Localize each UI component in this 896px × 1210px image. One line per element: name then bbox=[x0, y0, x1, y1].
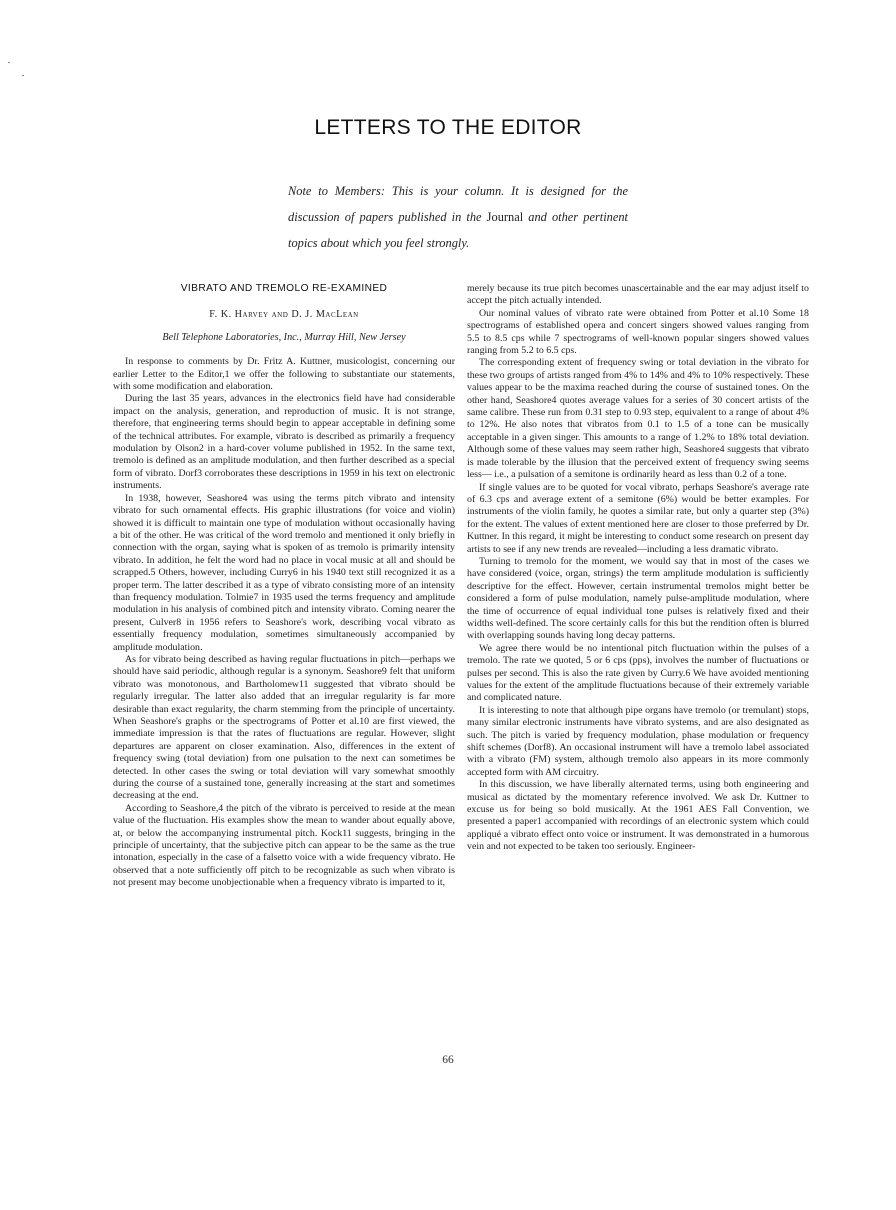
left-column bbox=[113, 280, 455, 890]
body-paragraph: According to Seashore,4 the pitch of the vibrato is perceived to reside at the mean value of the fluctuation. His examples show the mean to wander about equally above, at, or below the accompanying instrumental pitch. Kock11 suggests, bringing in the principle of uncertainty, that the subjective pitch can appear to be the same as the true intonation, especially in the case of a falsetto voice with a wide frequency vibrato. He observed that a note sufficiently off pitch to be recognizable as such when vibrato is not present may become unobjectionable when a frequency vibrato is imparted to it, bbox=[113, 802, 455, 889]
body-paragraph: During the last 35 years, advances in the electronics field have had considerable impact on the analysis, generation, and reproduction of music. It is not strange, therefore, that engineering terms should begin to appear acceptable in defining some of the technical attributes. For example, vibrato is described as primarily a frequency modulation by Olson2 in a hard-cover volume published in 1952. In the same text, tremolo is defined as an amplitude modulation, and then further described as a special form of vibrato. Dorf3 corroborates these descriptions in 1959 in his text on electronic instruments. bbox=[113, 393, 455, 492]
body-paragraph: As for vibrato being described as having regular fluctuations in pitch—perhaps we should have said periodic, although regular is a synonym. Seashore9 felt that uniform vibrato was monotonous, and Bartholomew11 suggested that vibrato should be regularly irregular. The latter also added that an irregular regularity is far more desirable than exact regularity, the charm stemming from the principle of uncertainty. When Seashore's graphs or the spectrograms of Potter et al.10 are first viewed, the immediate impression is that the rates of fluctuations are regular. However, slight departures are apparent on closer examination. Also, differences in the extent of frequency swing (total deviation) from one pulsation to the next can sometimes be detected. In other cases the swing or total deviation will vary somewhat smoothly during the course of a sustained tone, generally increasing at the start and sometimes decreasing at the end. bbox=[113, 653, 455, 802]
body-paragraph: It is interesting to note that although pipe organs have tremolo (or tremulant) stops, many similar electronic instruments have vibrato systems, and are also designated as such. The pitch is varied by frequency modulation, phase modulation or frequency shift schemes (Dorf8). An occasional instrument will have a tremolo label associated with a vibrato (FM) system, although tremolo also appears in its more commonly accepted form with AM circuitry. bbox=[467, 704, 809, 778]
editor-note-text-after: and other pertinent topics about which you feel strongly. bbox=[288, 210, 628, 250]
article-affiliation: Bell Telephone Laboratories, Inc., Murray Hill, New Jersey bbox=[162, 331, 406, 343]
body-paragraph: In response to comments by Dr. Fritz A. Kuttner, musicologist, concerning our earlier Letter to the Editor,1 we offer the following to substantiate our statements, with some modification and elaboration. bbox=[113, 356, 455, 393]
editor-note-journal-word: Journal bbox=[486, 210, 524, 224]
body-paragraph: We agree there would be no intentional pitch fluctuation within the pulses of a tremolo. The rate we quoted, 5 or 6 cps (pps), involves the number of fluctuations or pulses per second. This is also the rate given by Curry.6 We have avoided mentioning values for the extent of the amplitude fluctuations because of their extremely variable and complicated nature. bbox=[467, 642, 809, 704]
page-number: 66 bbox=[442, 1054, 454, 1066]
body-paragraph: In 1938, however, Seashore4 was using the terms pitch vibrato and intensity vibrato for such ornamental effects. His graphic illustrations (for voice and violin) showed it is difficult to maintain one type of modulation without occasionally having a bit of the other. He was critical of the word tremolo and mentioned it only briefly in connection with the organ, saying what is spoken of as tremolo is primarily intensity vibrato. In addition, he felt the word had no place in vocal music at all and should be scrapped.5 Others, however, including Curry6 in his 1940 text still recognized it as a proper term. The latter described it as a type of vibrato consisting more of an intensity than frequency modulation. Tolmie7 in 1935 used the terms frequency and amplitude modulation in his analysis of combined pitch and intensity vibrato. Coming nearer the present, Culver8 in 1956 refers to Seashore's work, describing vocal vibrato as essentially frequency modulation, sometimes simultaneously accompanied by amplitude modulation. bbox=[113, 492, 455, 653]
body-paragraph: In this discussion, we have liberally alternated terms, using both engineering and musical as dictated by the momentary reference involved. We ask Dr. Kuttner to excuse us for being so bold musically. At the 1961 AES Fall Convention, we presented a paper1 accompanied with recordings of an electronic system which could appliqué a vibrato effect onto voice or instrument. It was demonstrated in a humorous vein and not expected to be taken too seriously. Engineer- bbox=[467, 779, 809, 853]
editor-note-text-before: Note to Members: This is your column. It is designed for the discussion of papers published in the bbox=[288, 184, 628, 224]
page-title: LETTERS TO THE EDITOR bbox=[314, 116, 582, 139]
body-paragraph: The corresponding extent of frequency swing or total deviation in the vibrato for these two groups of artists ranged from 4% to 14% and 4% to 10% respectively. These values appear to be the maxima reached during the course of sustained tones. On the other hand, Seashore4 quotes average values for a series of 30 concert artists of the same calibre. These run from 0.31 step to 0.93 step, equivalent to a range of about 4% to 12%. He also notes that vibratos from 0.1 to 1.5 of a tone can be musically acceptable in a given singer. This amounts to a range of 1.2% to 18% total deviation. Although some of these values may seem rather high, Seashore4 suggests that vibrato is made tolerable by the illusion that the perceived extent of frequency swing seems less— i.e., a pulsation of a semitone is ordinarily heard as less than 0.2 of a tone. bbox=[467, 357, 809, 481]
body-paragraph: Our nominal values of vibrato rate were obtained from Potter et al.10 Some 18 spectrograms of established opera and concert singers showed values ranging from 5.5 to 8.5 cps while 7 spectrograms of well-known popular singers showed values ranging from 5.2 to 6.5 cps. bbox=[467, 307, 809, 357]
article-authors: F. K. Harvey and D. J. MacLean bbox=[209, 309, 359, 321]
editor-note bbox=[288, 178, 628, 256]
body-paragraph: Turning to tremolo for the moment, we would say that in most of the cases we have considered (voice, organ, strings) the term amplitude modulation is sufficiently descriptive for the effect. However, certain instrumental tremolos might better be considered a form of pulse modulation, namely pulse-amplitude modulation, where the time of occurrence of equal individual tone pulses is relatively fixed and their widths well-defined. The score certainly calls for this but the rendition often is blurred with overlapping sounds having long decay patterns. bbox=[467, 555, 809, 642]
right-column bbox=[467, 283, 809, 854]
body-paragraph: merely because its true pitch becomes unascertainable and the ear may adjust itself to accept the pitch actually intended. bbox=[467, 283, 809, 307]
body-paragraph: If single values are to be quoted for vocal vibrato, perhaps Seashore's average rate of 6.3 cps and average extent of a semitone (6%) would be better examples. For instruments of the violin family, he quotes a similar rate, but only a quarter step (3%) for the extent. The values of extent mentioned here are closer to those preferred by Dr. Kuttner. In this regard, it might be interesting to conduct some research on present day artists to see if any new trends are revealed—including a less dramatic vibrato. bbox=[467, 481, 809, 555]
article-title: VIBRATO AND TREMOLO RE-EXAMINED bbox=[180, 283, 388, 294]
